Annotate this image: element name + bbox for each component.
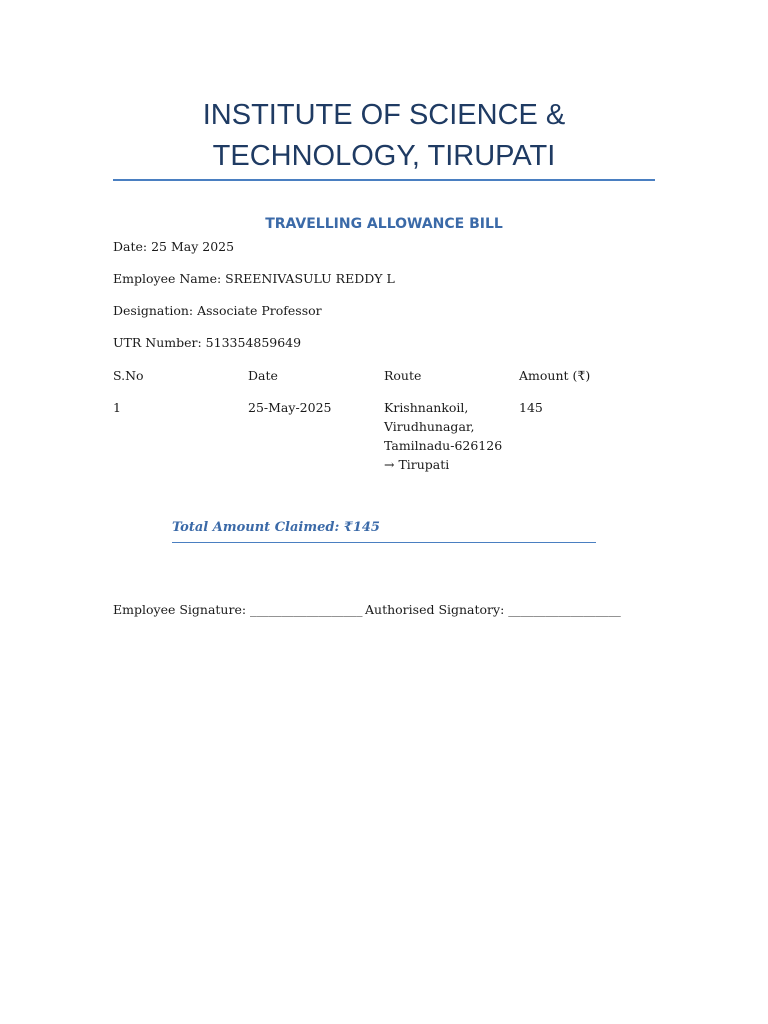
column-header-sno: S.No [113,368,144,383]
cell-sno: 1 [113,400,121,415]
authorised-signatory-line: Authorised Signatory: __________________ [365,602,621,617]
employee-name-field: Employee Name: SREENIVASULU REDDY L [113,271,395,286]
cell-amount: 145 [519,400,543,415]
column-header-date: Date [248,368,278,383]
utr-number-field: UTR Number: 513354859649 [113,335,302,350]
total-amount: Total Amount Claimed: ₹145 [172,520,380,535]
column-header-route: Route [384,368,422,383]
designation-field: Designation: Associate Professor [113,303,322,318]
cell-route: Krishnankoil, Virudhunagar, Tamilnadu-626126 → Tirupati [384,400,503,472]
institute-title: INSTITUTE OF SCIENCE & TECHNOLOGY, TIRUPATI [202,99,566,172]
employee-signature-line: Employee Signature: __________________ [113,602,363,617]
cell-date: 25-May-2025 [248,400,332,415]
title-underline [113,179,655,181]
column-header-amount: Amount (₹) [519,368,591,383]
date-field: Date: 25 May 2025 [113,239,235,254]
total-underline [172,542,596,543]
bill-title: TRAVELLING ALLOWANCE BILL [265,216,503,232]
